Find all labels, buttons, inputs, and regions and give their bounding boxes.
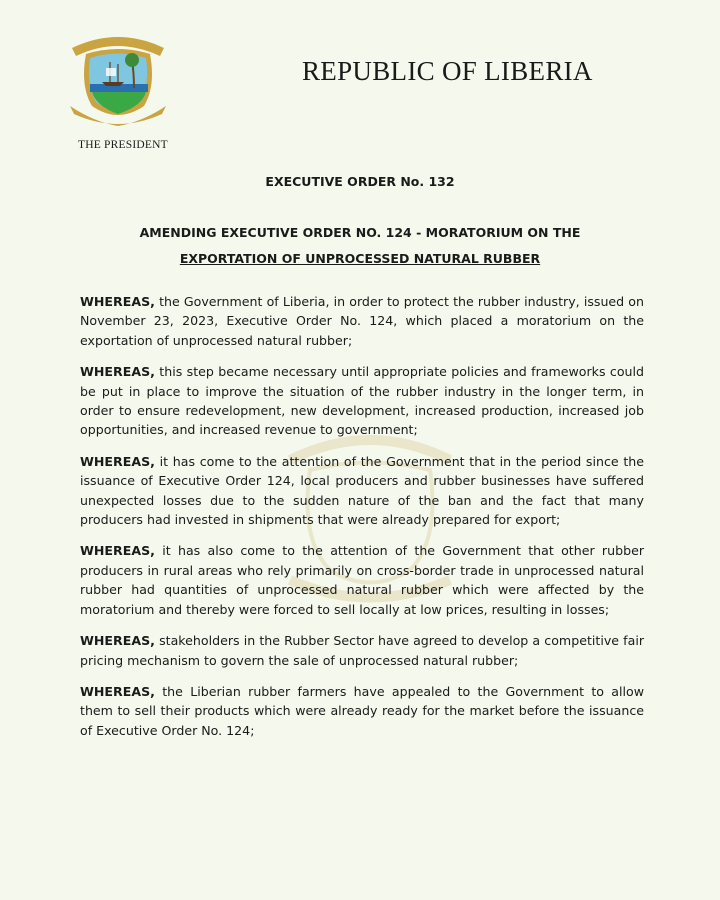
subject-line-2: EXPORTATION OF UNPROCESSED NATURAL RUBBER	[179, 251, 541, 266]
subject-line-1: AMENDING EXECUTIVE ORDER NO. 124 - MORATORIUM ON THE	[139, 225, 581, 240]
whereas-lead: WHEREAS,	[80, 543, 155, 559]
paragraph-text: this step became necessary until appropriate policies and frameworks could be put in place to improve the situation of the rubber industry in the longer term, in order to ensure redevelopment, new development, increased production, increased job opportunities, and increased revenue to government;	[80, 364, 644, 438]
whereas-lead: WHEREAS,	[80, 633, 155, 649]
whereas-lead: WHEREAS,	[80, 683, 155, 699]
whereas-paragraph	[80, 541, 644, 619]
order-subject	[0, 220, 720, 272]
paragraph-text: it has come to the attention of the Government that in the period since the issuance of Executive Order 124, local producers and rubber businesses have suffered unexpected losses due to the sudden nature of the ban and the fact that many producers had invested in shipments that were already prepared for export;	[80, 453, 644, 528]
document-body	[80, 292, 644, 752]
office-of-the-president-label: THE PRESIDENT	[78, 139, 168, 151]
paragraph-text: stakeholders in the Rubber Sector have agreed to develop a competitive fair pricing mechanism to govern the sale of unprocessed natural rubber;	[80, 633, 644, 668]
executive-order-number: EXECUTIVE ORDER No. 132	[265, 174, 455, 189]
whereas-paragraph	[80, 362, 644, 440]
paragraph-text: the Liberian rubber farmers have appealed to the Government to allow them to sell their products which were already ready for the market before the issuance of Executive Order No. 124;	[80, 683, 644, 738]
liberia-coat-of-arms-seal	[64, 26, 172, 134]
paragraph-text: it has also come to the attention of the Government that other rubber producers in rural areas who rely primarily on cross-border trade in unprocessed natural rubber had quantities of unprocessed natural rubber which were affected by the moratorium and thereby were forced to sell locally at low prices, resulting in losses;	[80, 543, 644, 617]
whereas-paragraph	[80, 292, 644, 350]
whereas-lead: WHEREAS,	[80, 364, 155, 380]
whereas-paragraph	[80, 452, 644, 530]
whereas-paragraph	[80, 682, 644, 740]
whereas-paragraph	[80, 631, 644, 670]
document-title: REPUBLIC OF LIBERIA	[302, 56, 593, 86]
whereas-lead: WHEREAS,	[80, 294, 155, 309]
paragraph-text: the Government of Liberia, in order to protect the rubber industry, issued on November 23, 2023, Executive Order No. 124, which placed a moratorium on the exportation of unprocessed natural rubber;	[80, 294, 644, 348]
whereas-lead: WHEREAS,	[80, 453, 155, 469]
